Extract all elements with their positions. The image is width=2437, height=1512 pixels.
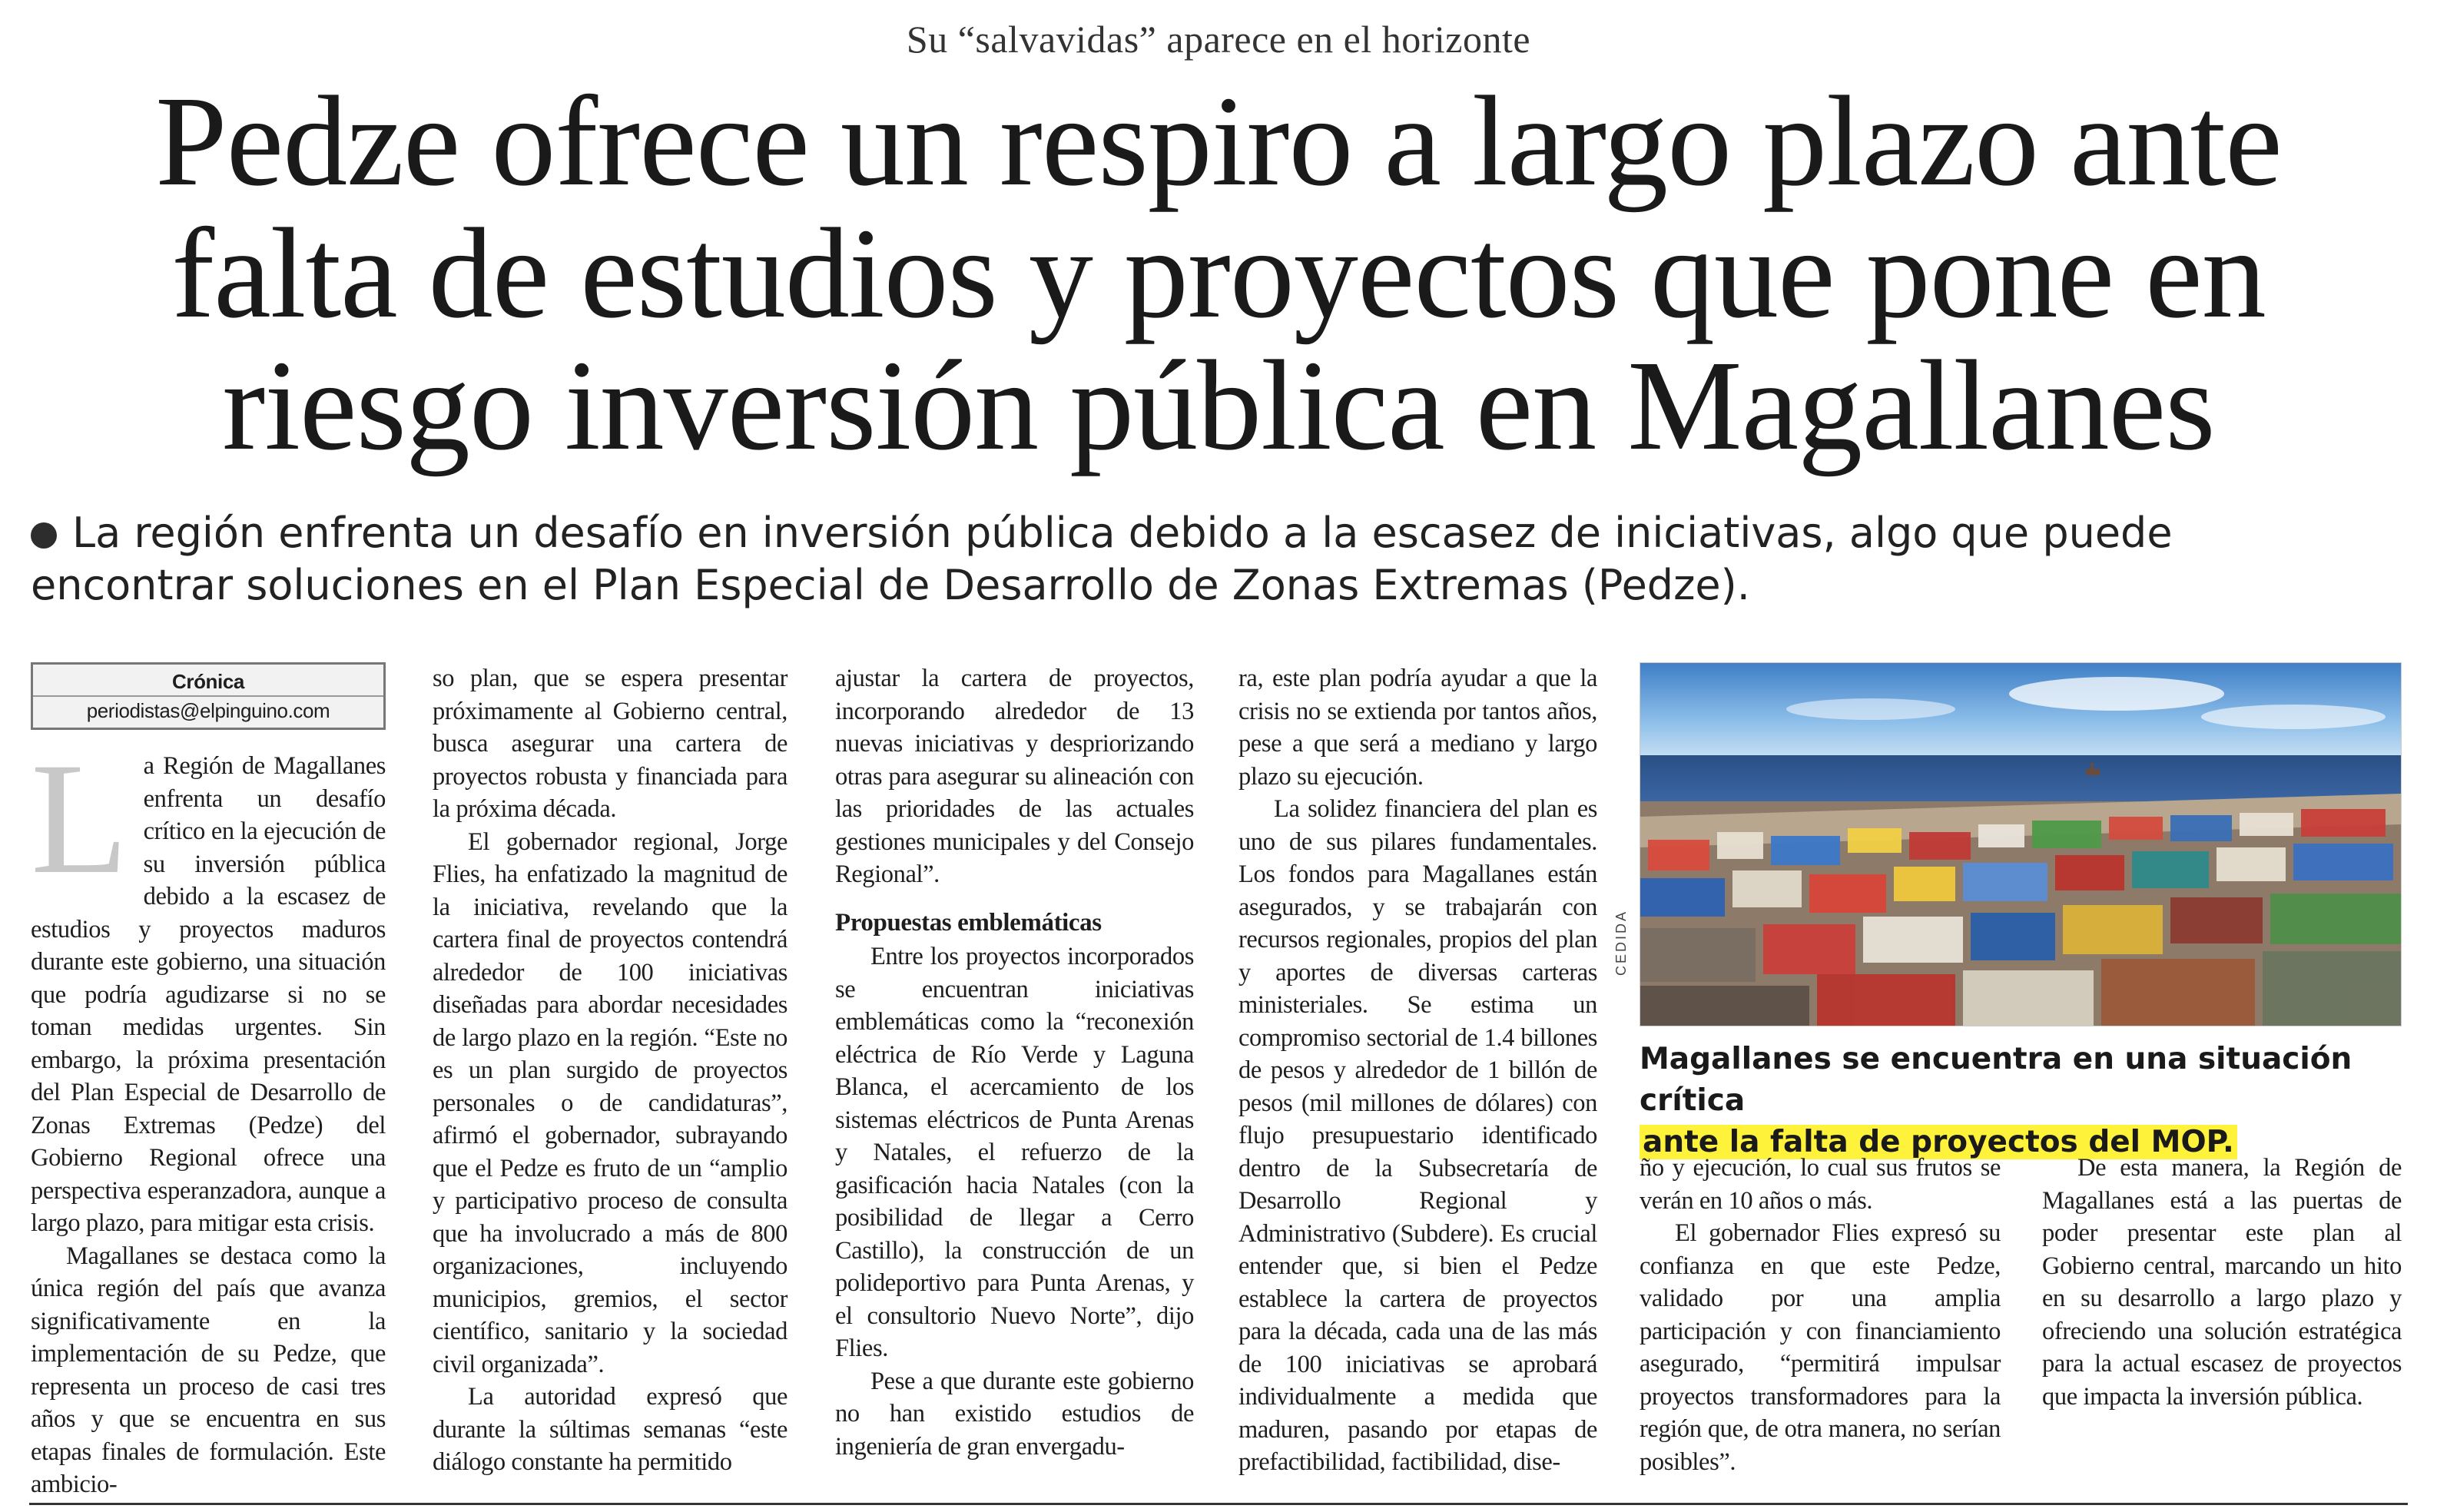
bullet-icon bbox=[31, 522, 57, 549]
paragraph: De esta manera, la Región de Magallanes está a las puertas de poder presentar este plan al Gobierno central, marcando un hito en su desarrollo a largo plazo y ofreciendo una solución estratégica para la actual escasez de proyectos que impacta la inversión pública. bbox=[2042, 1154, 2402, 1411]
paragraph: La solidez financiera del plan es uno de sus pilares fundamentales. Los fondos para Magallanes están asegurados, y se trabajarán con recursos regionales, propios del plan y aportes de diversas carteras ministeriales. Se estima un compromiso sectorial de 1.4 billones de pesos y alrededor de 1 billón de pesos (mil millones de dólares) con flujo presupuestario identificado dentro de la Subsecretaría de Desarrollo Regional y Administrativo (Subdere). Es crucial entender que, si bien el Pedze establece la cartera de proyectos para la década, cada una de las más de 100 iniciativas se aprobará individualmente a medida que maduren, pasando por etapas de prefactibilidad, factibilidad, dise- bbox=[1238, 795, 1597, 1476]
column-2 bbox=[433, 662, 787, 1479]
photo-credit: CEDIDA bbox=[1613, 909, 1629, 976]
kicker: Su “salvavidas” aparece en el horizonte bbox=[906, 18, 1531, 61]
deck-text: La región enfrenta un desafío en inversión pública debido a la escasez de iniciativas, algo que puede encontrar soluciones en el Plan Especial de Desarrollo de Zonas Extremas (Pedze). bbox=[31, 509, 2173, 609]
paragraph: ño y ejecución, lo cual sus frutos se verán en 10 años o más. bbox=[1640, 1154, 2001, 1215]
column-5 bbox=[1640, 1152, 2001, 1478]
caption-line-1: Magallanes se encuentra en una situación crítica bbox=[1640, 1042, 2352, 1118]
subheading: Propuestas emblemáticas bbox=[835, 908, 1102, 937]
paragraph: Pese a que durante este gobierno no han existido estudios de ingeniería de gran envergadu- bbox=[835, 1367, 1194, 1461]
byline-email: periodistas@elpinguino.com bbox=[33, 695, 383, 728]
byline-section: Crónica bbox=[171, 670, 244, 693]
paragraph: Entre los proyectos incorporados se encuentran iniciativas emblemáticas como la “reconexión eléctrica de Río Verde y Laguna Blanca, el acercamiento de los sistemas eléctricos de Punta Arenas y Natales, el refuerzo de la gasificación hacia Natales (con la posibilidad de llegar a Cerro Castillo), la construcción de un polideportivo para Punta Arenas, y el consultorio Nuevo Norte”, dijo Flies. bbox=[835, 943, 1194, 1362]
paragraph: so plan, que se espera presentar próximamente al Gobierno central, busca asegurar una cartera de proyectos robusta y financiada para la próxima década. bbox=[433, 665, 787, 823]
bottom-rule bbox=[29, 1503, 2408, 1505]
byline-box bbox=[31, 662, 386, 730]
paragraph: El gobernador Flies expresó su confianza en que este Pedze, validado por una amplia participación y con financiamiento asegurado, “permitirá impulsar proyectos transformadores para la región que, de otra manera, no serían posibles”. bbox=[1640, 1219, 2001, 1476]
city-photo bbox=[1640, 662, 2402, 1026]
caption-line-2-highlight: ante la falta de proyectos del MOP. bbox=[1640, 1125, 2237, 1159]
paragraph: La autoridad expresó que durante la súltimas semanas “este diálogo constante ha permitido bbox=[433, 1383, 787, 1476]
paragraph: ra, este plan podría ayudar a que la crisis no se extienda por tantos años, pese a que será a mediano y largo plazo su ejecución. bbox=[1238, 665, 1597, 791]
drop-cap: L bbox=[31, 730, 128, 907]
paragraph: Magallanes se destaca como la única región del país que avanza significativamente en la implementación de su Pedze, que representa un proceso de casi tres años y que se encuentra en sus etapas finales de formulación. Este ambicio- bbox=[31, 1242, 386, 1498]
column-4 bbox=[1238, 662, 1597, 1479]
paragraph-text: a Región de Magallanes enfrenta un desafío crítico en la ejecución de su inversión pública debido a la escasez de estudios y proyectos maduros durante este gobierno, una situación que podría agudizarse si no se toman medidas urgentes. Sin embargo, la próxima presentación del Plan Especial de Desarrollo de Zonas Extremas (Pedze) del Gobierno Regional ofrece una perspectiva esperanzadora, aunque a largo plazo, para mitigar esta crisis. bbox=[31, 752, 386, 1237]
deck bbox=[31, 507, 2374, 612]
paragraph: El gobernador regional, Jorge Flies, ha enfatizado la magnitud de la iniciativa, revelando que la cartera final de proyectos contendrá alrededor de 100 iniciativas diseñadas para abordar necesidades de largo plazo en la región. “Este no es un plan surgido de proyectos personales o de candidaturas”, afirmó el gobernador, subrayando que el Pedze es fruto de un “amplio y participativo proceso de consulta que ha involucrado a más de 800 organizaciones, incluyendo municipios, gremios, el sector científico, sanitario y la sociedad civil organizada”. bbox=[433, 827, 787, 1378]
column-6 bbox=[2042, 1152, 2402, 1413]
column-1 bbox=[31, 662, 386, 1501]
city-photo-illustration bbox=[1640, 663, 2401, 1026]
photo-caption bbox=[1640, 1039, 2408, 1163]
paragraph: ajustar la cartera de proyectos, incorporando alrededor de 13 nuevas iniciativas y despriorizando otras para asegurar su alineación con las prioridades de las actuales gestiones municipales y del Consejo Regional”. bbox=[835, 665, 1194, 888]
column-3 bbox=[835, 662, 1194, 1463]
paragraph bbox=[31, 730, 386, 1240]
headline: Pedze ofrece un respiro a largo plazo ante falta de estudios y proyectos que pone en riesgo inversión pública en Magallanes bbox=[155, 70, 2282, 477]
